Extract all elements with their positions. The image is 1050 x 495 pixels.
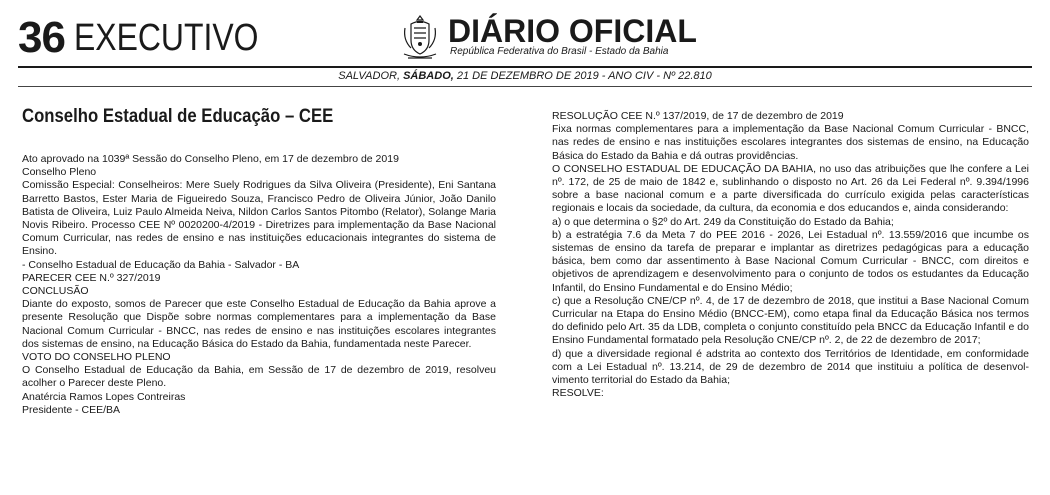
resolution-title: RESOLUÇÃO CEE N.º 137/2019, de 17 de dezembro de 2019 <box>552 110 844 122</box>
dateline <box>0 70 1050 83</box>
resolution-summary: Fixa normas complementares para a implementação da Base Nacional Comum Curricular - BNCC, nas redes de ensino e nas instituições escolares integrantes dos sistemas de ensino, na Educação Básica do Estado da Bahia e dá outras providências. <box>552 123 1029 162</box>
plenary-council-line: Conselho Pleno <box>22 166 97 179</box>
conclusion-paragraph: Diante do exposto, somos de Parecer que este Conselho Estadual de Educação da Bahia aprove a presente Resolução que Dispõe sobre normas complementares para a implementação da Base Nacional Comum Curricular - BNCC, nas redes de ensino e nas instituições escolares integrantes dos sistemas de ensino, na Educação Básica do Estado da Bahia, fundamentada neste Parecer. <box>22 298 496 350</box>
header-rule <box>18 66 1032 68</box>
considering-item-c: c) que a Resolução CNE/CP nº. 4, de 17 de dezembro de 2018, que institui a Base Nacional Comum Curricular na Etapa do Ensino Médio (BNCC-EM), como etapa final da Educação Básica nos termos do definido pelo Art. 35 da LDB, completa o conjunto constituído pela BNCC da Educação Infantil e do Ensino Fundamental formatado pela Resolução CNE/CP nº. 2, de 22 de dezembro de 2017; <box>552 294 1029 347</box>
dateline-day: SÁBADO, <box>403 70 454 82</box>
right-column <box>552 110 1029 400</box>
left-column <box>22 153 496 417</box>
plenary-vote-paragraph: O Conselho Estadual de Educação da Bahia, em Sessão de 17 de dezembro de 2019, resolveu acolher o Parecer deste Pleno. <box>22 364 496 390</box>
resolution-preamble: O CONSELHO ESTADUAL DE EDUCAÇÃO DA BAHIA, no uso das atribuições que lhe confere a Lei nº. 172, de 25 de maio de 1842 e, sublinhando o disposto no Art. 26 da Lei Federal nº. 9.394/1996 sobre a base nacional comum e a parte diversificada do currículo exigida pelas características regionais e locais da sociedade, da cultura, da economia e dos educandos e, ainda considerando: <box>552 162 1029 215</box>
conclusion-heading: CONCLUSÃO <box>22 285 89 298</box>
plenary-vote-heading: VOTO DO CONSELHO PLENO <box>22 351 171 364</box>
signatory-name: Anatércia Ramos Lopes Contreiras <box>22 390 186 403</box>
considering-item-d: d) que a diversidade regional é adstrita ao contexto dos Territórios de Identidade, em conformidade com a Lei Estadual nº. 13.214, de 29 de dezembro de 2014 que instituiu a política de desenvolvimento territorial do Estado da Bahia; <box>552 347 1029 387</box>
special-commission-paragraph: Comissão Especial: Conselheiros: Mere Suely Rodrigues da Silva Oliveira (Presidente), Eni Santana Barretto Bastos, Ester Maria de Figueiredo Souza, Francisco Pedro de Oliveira Júnior, João Danilo Batista de Oliveira, Luiz Paulo Almeida Neiva, Nildon Carlos Santos Pitombo (Relator), Solange Maria Novis Ribeiro. Processo CEE Nº 0020200-4/2019 - Diretrizes para implementação da Base Nacional Comum Curricular, nas redes de ensino e nas instituições educacionais integrantes do sistema de Ensino. <box>22 179 496 258</box>
session-approval-line: Ato aprovado na 1039ª Sessão do Conselho Pleno, em 17 de dezembro de 2019 <box>22 153 399 165</box>
section-name: EXECUTIVO <box>74 17 259 59</box>
masthead-subtitle: República Federativa do Brasil - Estado da Bahia <box>450 46 669 57</box>
section-heading: Conselho Estadual de Educação – CEE <box>22 106 334 127</box>
dateline-date: 21 DE DEZEMBRO DE 2019 - ANO CIV - Nº 22.810 <box>456 70 712 82</box>
dateline-city: SALVADOR, <box>338 70 401 82</box>
considering-item-b: b) a estratégia 7.6 da Meta 7 do PEE 2016 - 2026, Lei Estadual nº. 13.559/2016 que incumbe os sistemas de ensino da tarefa de preparar e implantar as diretrizes pedagógicas para a educação básica, bem como dar assentimento à Base Nacional Comum Curricular - BNCC, com direitos e objetivos de aprendizagem e desenvolvimento para o conjunto de todos os estudantes da Educação Infantil, do Ensino Fundamental e do Ensino Médio; <box>552 228 1029 294</box>
dateline-rule <box>18 86 1032 87</box>
council-location-line: - Conselho Estadual de Educação da Bahia - Salvador - BA <box>22 258 300 271</box>
signatory-title: Presidente - CEE/BA <box>22 403 121 416</box>
coat-of-arms-icon <box>400 14 440 60</box>
page-number: 36 <box>18 13 65 62</box>
considering-item-a: a) o que determina o §2º do Art. 249 da Constituição do Estado da Bahia; <box>552 215 894 228</box>
parecer-number: PARECER CEE N.º 327/2019 <box>22 271 161 284</box>
resolve-heading: RESOLVE: <box>552 387 604 400</box>
masthead-title: DIÁRIO OFICIAL <box>448 13 697 49</box>
